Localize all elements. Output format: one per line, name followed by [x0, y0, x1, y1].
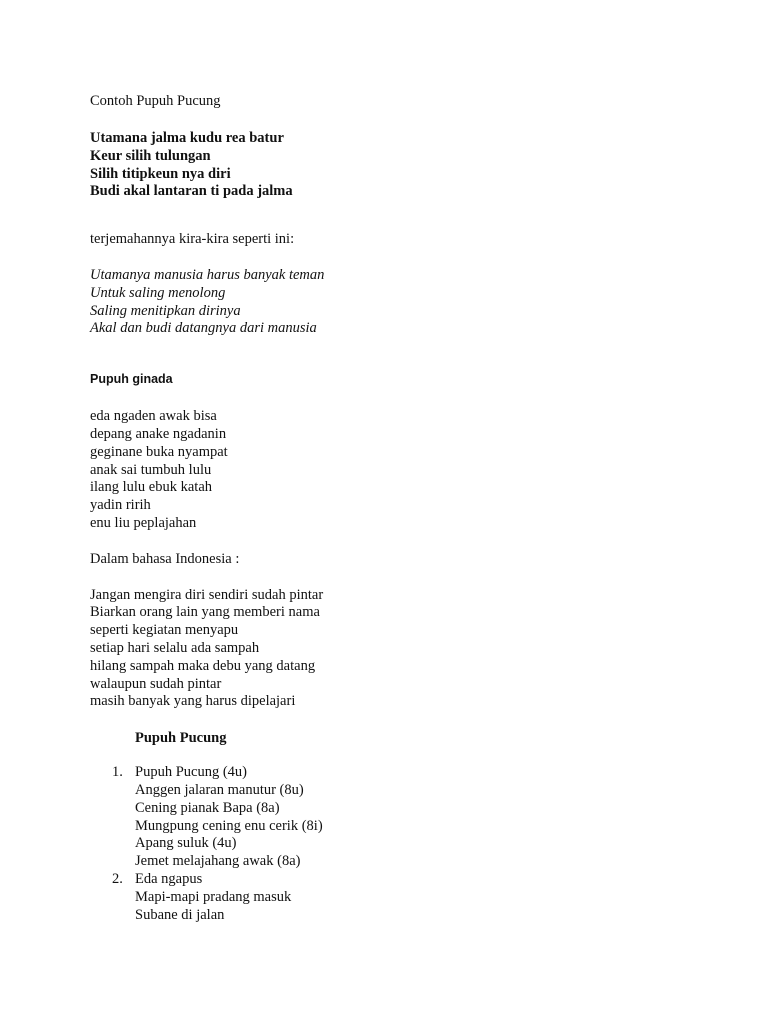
translation-line: Untuk saling menolong	[90, 284, 226, 301]
ginada-verse-block	[90, 408, 710, 533]
stanza-line: Apang suluk (4u)	[135, 835, 237, 852]
verse-line: Silih titipkeun nya diri	[90, 165, 231, 182]
stanza-line: Mungpung cening enu cerik (8i)	[135, 817, 323, 834]
stanza-line: Eda ngapus	[135, 870, 203, 887]
stanza-line: Subane di jalan	[135, 906, 225, 923]
translation-line: Utamanya manusia harus banyak teman	[90, 266, 325, 283]
translation-line: walaupun sudah pintar	[90, 675, 222, 692]
translation-line: masih banyak yang harus dipelajari	[90, 693, 296, 710]
translation-line: Akal dan budi datangnya dari manusia	[90, 320, 317, 337]
translation-line: Biarkan orang lain yang memberi nama	[90, 604, 320, 621]
list-item	[90, 764, 710, 871]
section-title: Pupuh Pucung	[135, 730, 227, 747]
translation-line: Jangan mengira diri sendiri sudah pintar	[90, 586, 324, 603]
stanza-line: Jemet melajahang awak (8a)	[135, 853, 301, 870]
stanza-line: Pupuh Pucung (4u)	[135, 764, 247, 781]
numbered-stanza-list	[90, 764, 710, 924]
stanza-line: Cening pianak Bapa (8a)	[135, 799, 280, 816]
verse-line: Keur silih tulungan	[90, 147, 211, 164]
verse-line: geginane buka nyampat	[90, 443, 228, 460]
indonesian-intro: Dalam bahasa Indonesia :	[90, 550, 240, 567]
document-title: Contoh Pupuh Pucung	[90, 93, 221, 109]
verse-line: Utamana jalma kudu rea batur	[90, 130, 284, 146]
list-number: 1.	[112, 764, 123, 781]
verse-line: depang anake ngadanin	[90, 425, 227, 442]
ginada-translation-block	[90, 587, 710, 712]
translation-intro: terjemahannya kira-kira seperti ini:	[90, 231, 295, 248]
ginada-heading: Pupuh ginada	[90, 372, 173, 387]
list-number: 2.	[112, 870, 123, 887]
translation-line: seperti kegiatan menyapu	[90, 622, 239, 639]
list-item	[90, 871, 710, 924]
translation-line: setiap hari selalu ada sampah	[90, 639, 260, 656]
pucung-translation-block	[90, 267, 710, 338]
document-page	[90, 92, 710, 924]
verse-line: eda ngaden awak bisa	[90, 408, 217, 425]
verse-line: yadin ririh	[90, 497, 151, 514]
pucung-verse-block	[90, 130, 710, 201]
stanza-line: Anggen jalaran manutur (8u)	[135, 781, 304, 798]
translation-line: Saling menitipkan dirinya	[90, 302, 241, 319]
verse-line: anak sai tumbuh lulu	[90, 461, 212, 478]
translation-line: hilang sampah maka debu yang datang	[90, 657, 316, 674]
stanza-line: Mapi-mapi pradang masuk	[135, 888, 292, 905]
verse-line: enu liu peplajahan	[90, 514, 197, 531]
verse-line: Budi akal lantaran ti pada jalma	[90, 183, 293, 200]
verse-line: ilang lulu ebuk katah	[90, 479, 213, 496]
